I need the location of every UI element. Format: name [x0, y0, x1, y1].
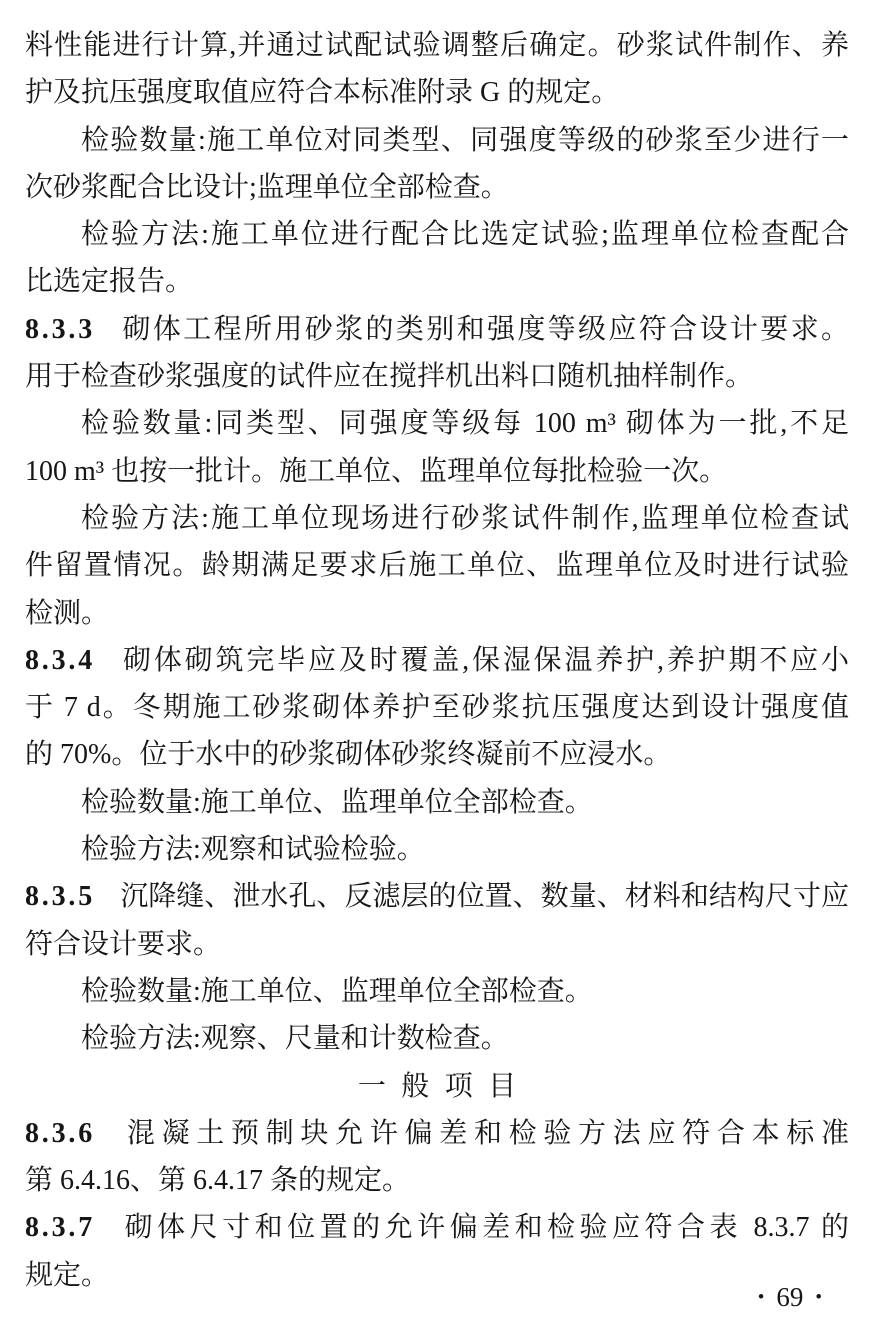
text-line	[25, 684, 849, 731]
clause-line	[25, 1110, 849, 1157]
line-text: 检验数量:同类型、同强度等级每 100 m³ 砌体为一批,不足	[81, 408, 849, 440]
text-line	[25, 1015, 849, 1062]
line-text: 检验方法:施工单位现场进行砂浆试件制作,监理单位检查试	[81, 502, 849, 534]
text-line	[25, 590, 849, 637]
page-number-dot-left: •	[757, 1287, 765, 1308]
line-text: 的 70%。位于水中的砂浆砌体砂浆终凝前不应浸水。	[25, 739, 672, 771]
line-text: 检验方法:观察和试验检验。	[81, 834, 425, 866]
text-line	[25, 353, 849, 400]
line-text: 检验数量:施工单位对同类型、同强度等级的砂浆至少进行一	[81, 124, 849, 156]
line-text: 沉降缝、泄水孔、反滤层的位置、数量、材料和结构尺寸应	[120, 881, 849, 913]
text-line	[25, 826, 849, 873]
text-line	[25, 258, 849, 305]
line-text: 件留置情况。龄期满足要求后施工单位、监理单位及时进行试验	[25, 550, 849, 582]
text-line	[25, 495, 849, 542]
text-line	[25, 448, 849, 495]
text-line	[25, 921, 849, 968]
line-text: 检验方法:施工单位进行配合比选定试验;监理单位检查配合	[81, 219, 849, 251]
line-text: 混凝土预制块允许偏差和检验方法应符合本标准	[120, 1117, 849, 1149]
clause-line	[25, 1204, 849, 1251]
text-line	[25, 542, 849, 589]
line-text: 检验方法:观察、尺量和计数检查。	[81, 1023, 509, 1055]
text-line	[25, 731, 849, 778]
line-text: 检验数量:施工单位、监理单位全部检查。	[81, 786, 593, 818]
line-text: 砌体砌筑完毕应及时覆盖,保湿保温养护,养护期不应小	[120, 644, 849, 676]
text-block	[25, 22, 849, 1299]
text-line	[25, 1252, 849, 1299]
text-line	[25, 779, 849, 826]
line-text: 次砂浆配合比设计;监理单位全部检查。	[25, 171, 509, 203]
line-text: 符合设计要求。	[25, 928, 222, 960]
clause-number: 8.3.7	[25, 1212, 95, 1244]
clause-number: 8.3.6	[25, 1117, 95, 1149]
line-text: 检验数量:施工单位、监理单位全部检查。	[81, 975, 593, 1007]
line-text: 护及抗压强度取值应符合本标准附录 G 的规定。	[25, 77, 620, 109]
clause-number: 8.3.4	[25, 644, 95, 676]
section-heading-text: 一般项目	[357, 1070, 532, 1102]
section-heading	[25, 1063, 849, 1110]
page-number	[758, 1280, 822, 1315]
line-text: 砌体尺寸和位置的允许偏差和检验应符合表 8.3.7 的	[120, 1212, 849, 1244]
clause-line	[25, 637, 849, 684]
line-text: 用于检查砂浆强度的试件应在搅拌机出料口随机抽样制作。	[25, 361, 754, 393]
text-line	[25, 400, 849, 447]
text-line	[25, 69, 849, 116]
line-text: 100 m³ 也按一批计。施工单位、监理单位每批检验一次。	[25, 455, 728, 487]
line-text: 检测。	[25, 597, 110, 629]
line-text: 第 6.4.16、第 6.4.17 条的规定。	[25, 1165, 411, 1197]
line-text: 于 7 d。冬期施工砂浆砌体养护至砂浆抗压强度达到设计强度值	[25, 692, 849, 724]
text-line	[25, 968, 849, 1015]
text-line	[25, 117, 849, 164]
line-text: 料性能进行计算,并通过试配试验调整后确定。砂浆试件制作、养	[25, 30, 849, 61]
line-text: 比选定报告。	[25, 266, 194, 298]
line-text: 规定。	[25, 1259, 110, 1291]
clause-line	[25, 873, 849, 920]
page-number-value: 69	[776, 1282, 804, 1312]
clause-number: 8.3.3	[25, 313, 95, 345]
text-line	[25, 22, 849, 69]
page-number-dot-right: •	[815, 1287, 822, 1308]
text-line	[25, 164, 849, 211]
line-text: 砌体工程所用砂浆的类别和强度等级应符合设计要求。	[120, 313, 849, 345]
text-line	[25, 1157, 849, 1204]
clause-line	[25, 306, 849, 353]
clause-number: 8.3.5	[25, 881, 95, 913]
text-line	[25, 211, 849, 258]
